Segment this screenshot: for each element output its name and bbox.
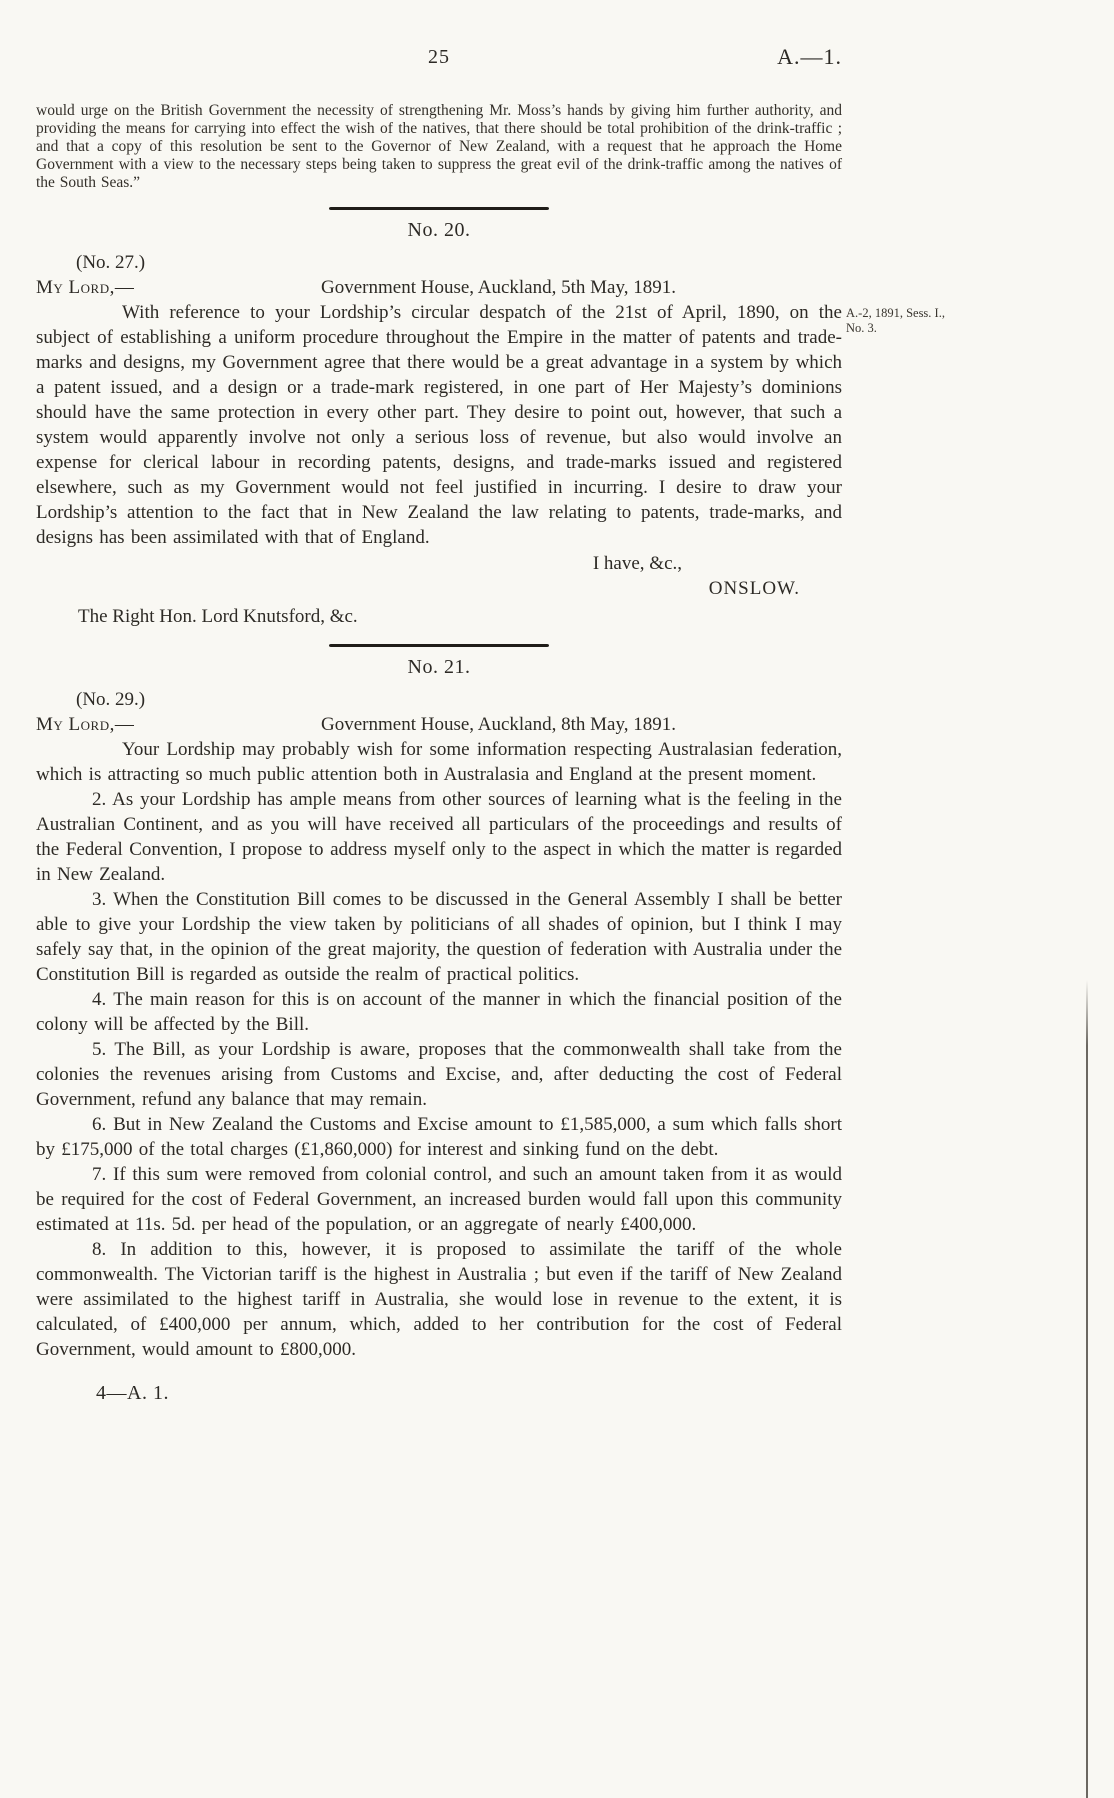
addressee: The Right Hon. Lord Knutsford, &c. <box>78 606 358 627</box>
letter-paragraph: 2. As your Lordship has ample means from other sources of learning what is the feeling in the Australian Continent, and as you will have received all particulars of the proceedings and results of the Federal Convention, I propose to address myself only to the aspect in which the matter is regarded in New Zealand. <box>36 789 842 885</box>
letter-no-21 <box>36 656 842 1362</box>
letter-salutation-line <box>36 712 842 737</box>
salutation: My Lord,— <box>36 714 135 735</box>
page-header <box>36 46 842 78</box>
scan-edge-line <box>1086 980 1088 1798</box>
document-reference: A.—1. <box>777 44 842 69</box>
letter-subreference: (No. 27.) <box>76 252 146 273</box>
letter-heading: No. 20. <box>407 219 471 241</box>
printers-signature-mark: 4—A. 1. <box>96 1382 169 1404</box>
letter-paragraph: 6. But in New Zealand the Customs and Excise amount to £1,585,000, a sum which falls short by £175,000 of the total charges (£1,860,000) for interest and sinking fund on the debt. <box>36 1114 842 1160</box>
margin-note-line: No. 3. <box>846 321 877 335</box>
section-divider <box>329 207 549 210</box>
letter-heading: No. 21. <box>407 656 471 678</box>
letter-no-20 <box>36 219 842 629</box>
page-number: 25 <box>428 46 450 68</box>
place-date: Government House, Auckland, 8th May, 1891. <box>321 714 676 735</box>
salutation: My Lord,— <box>36 277 135 298</box>
letter-paragraph: 4. The main reason for this is on account of the manner in which the financial position of the colony will be affected by the Bill. <box>36 989 842 1035</box>
letter-paragraph: Your Lordship may probably wish for some information respecting Australasian federation, which is attracting so much public attention both in Australasia and England at the present moment. <box>36 739 842 785</box>
letter-paragraph: 3. When the Constitution Bill comes to be discussed in the General Assembly I shall be better able to give your Lordship the view taken by politicians of all shades of opinion, but I think I may safely say that, in the opinion of the great majority, the question of federation with Australia under the Constitution Bill is regarded as outside the realm of practical politics. <box>36 889 842 985</box>
letter-paragraph: 7. If this sum were removed from colonial control, and such an amount taken from it as would be required for the cost of Federal Government, an increased burden would fall upon this community estimated at 11s. 5d. per head of the population, or an aggregate of nearly £400,000. <box>36 1164 842 1235</box>
margin-note <box>846 306 976 336</box>
signature: ONSLOW. <box>708 578 800 599</box>
margin-note-line: A.-2, 1891, Sess. I., <box>846 306 945 320</box>
letter-salutation-line <box>36 275 842 300</box>
place-date: Government House, Auckland, 5th May, 1891. <box>321 277 676 298</box>
letter-paragraph: With reference to your Lordship’s circular despatch of the 21st of April, 1890, on the subject of establishing a uniform procedure throughout the Empire in the matter of patents and trade-marks and designs, my Government agree that there would be a great advantage in a system by which a patent issued, and a design or a trade-mark registered, in one part of Her Majesty’s dominions should have the same protection in every other part. They desire to point out, however, that such a system would apparently involve not only a serious loss of revenue, but also would involve an expense for clerical labour in recording patents, designs, and trade-marks issued and registered elsewhere, such as my Government would not feel justified in incurring. I desire to draw your Lordship’s attention to the fact that in New Zealand the law relating to patents, trade-marks, and designs has been assimilated with that of England. <box>36 302 842 548</box>
letter-subreference: (No. 29.) <box>76 689 146 710</box>
valediction: I have, &c., <box>592 553 682 574</box>
text-column <box>36 46 842 1405</box>
continuation-paragraph: would urge on the British Government the necessity of strengthening Mr. Moss’s hands by giving him further authority, and providing the means for carrying into effect the wish of the natives, that there should be total prohibition of the drink-traffic ; and that a copy of this resolution be sent to the Governor of New Zealand, with a request that he approach the Home Government with a view to the necessary steps being taken to suppress the great evil of the drink-traffic among the natives of the South Seas.” <box>36 102 842 191</box>
section-divider <box>329 644 549 647</box>
letter-paragraph: 8. In addition to this, however, it is proposed to assimilate the tariff of the whole commonwealth. The Victorian tariff is the highest in Australia ; but even if the tariff of New Zealand were assimilated to the highest tariff in Australia, she would lose in revenue to the extent, it is calculated, of £400,000 per annum, which, added to her contribution for the cost of Federal Government, would amount to £800,000. <box>36 1239 842 1360</box>
letter-paragraph: 5. The Bill, as your Lordship is aware, proposes that the commonwealth shall take from the colonies the revenues arising from Customs and Excise, and, after deducting the cost of Federal Government, refund any balance that may remain. <box>36 1039 842 1110</box>
